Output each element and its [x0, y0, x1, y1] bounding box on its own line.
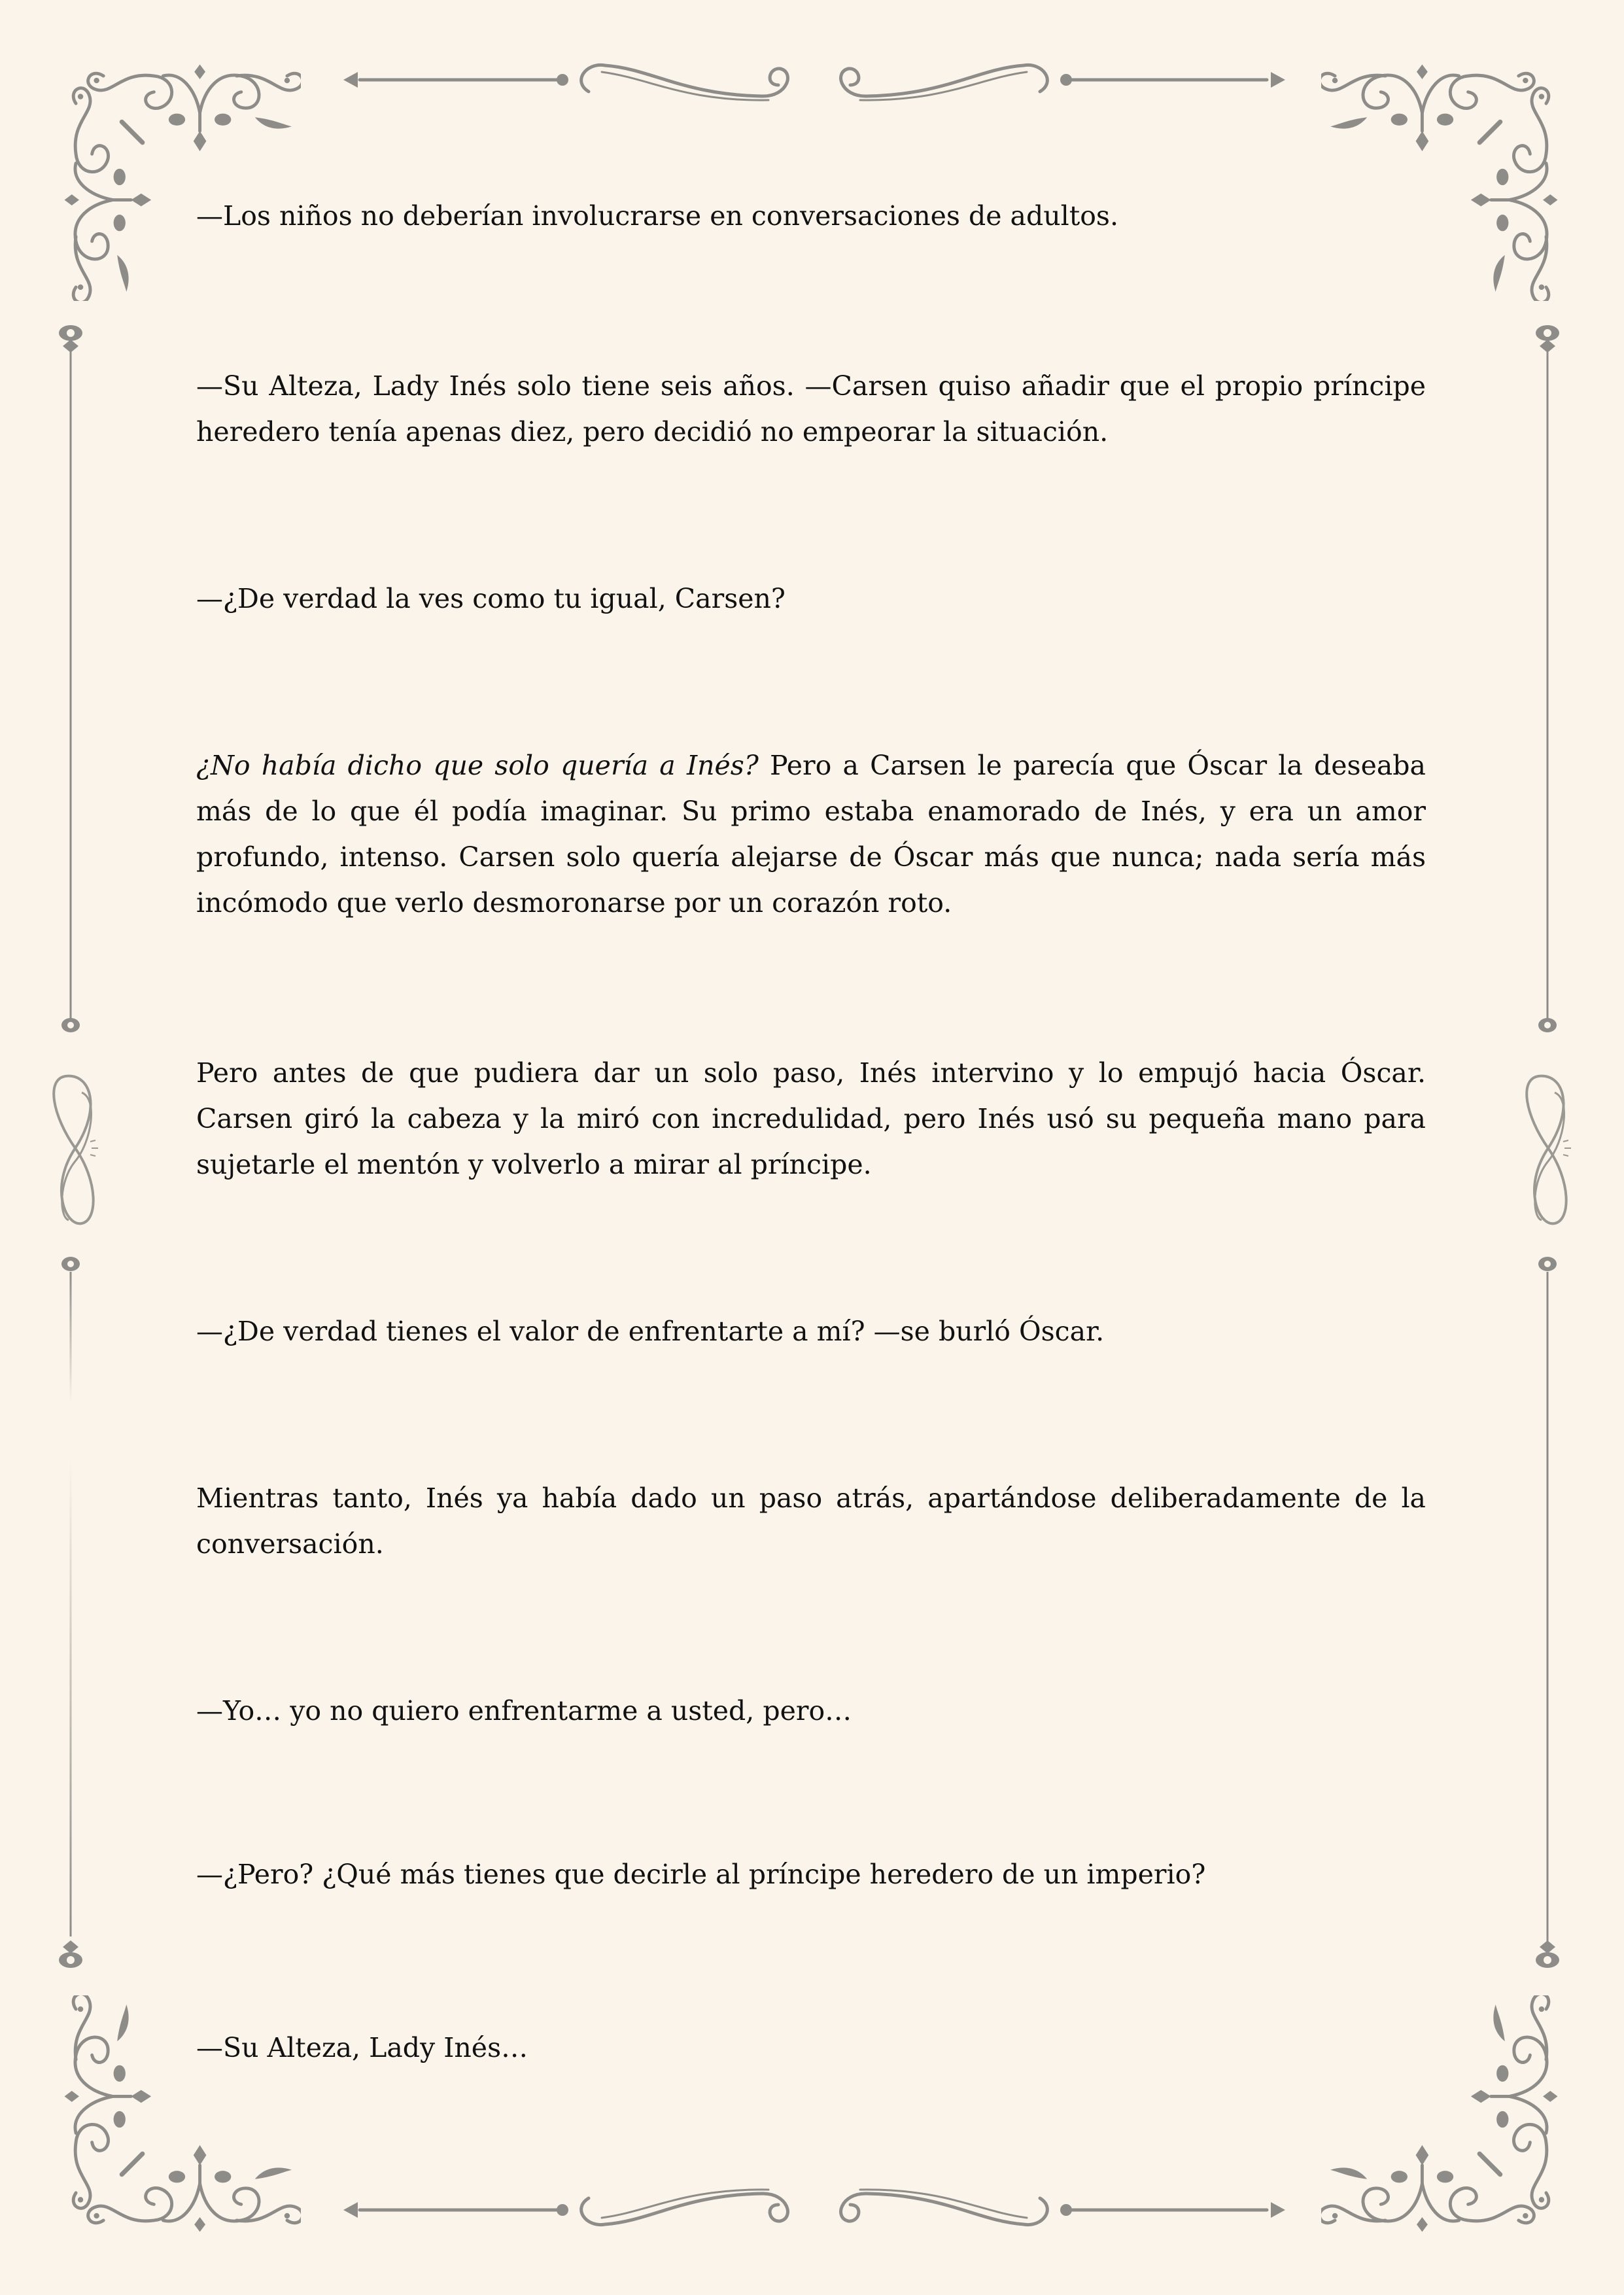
paragraph-text: Pero a Carsen le parecía que Óscar la deseaba más de lo que él podía imaginar. Su primo estaba enamorado de Inés, y era un amor profundo, intenso. Carsen solo quería alejarse de Óscar más que nunca; nada sería más incómodo que verlo desmoronarse por un corazón roto.: [196, 750, 1426, 919]
paragraph-3: [196, 576, 1426, 622]
paragraph-text: —Yo… yo no quiero enfrentarme a usted, pero…: [196, 1695, 852, 1726]
paragraph-1: [196, 193, 1426, 239]
corner-flourish-top-left-icon: [62, 62, 301, 301]
bottom-scroll-divider-icon: [343, 2185, 1285, 2234]
paragraph-7: [196, 1475, 1426, 1567]
paragraph-5: [196, 1050, 1426, 1187]
left-infinity-knot-icon: [46, 1070, 105, 1230]
paragraph-text: —¿De verdad la ves como tu igual, Carsen?: [196, 583, 786, 614]
corner-flourish-top-right-icon: [1321, 62, 1560, 301]
paragraph-text: Pero antes de que pudiera dar un solo paso, Inés intervino y lo empujó hacia Óscar. Carsen giró la cabeza y la miró con incredulidad, pero Inés usó su pequeña mano para sujetarle el mentón y volverlo a mirar al príncipe.: [196, 1057, 1426, 1180]
right-lower-rod-icon: [1534, 1256, 1561, 1969]
paragraph-text: —Su Alteza, Lady Inés…: [196, 2032, 528, 2063]
paragraph-10: [196, 2025, 1426, 2071]
paragraph-9: [196, 1851, 1426, 1897]
right-upper-rod-icon: [1534, 324, 1561, 1037]
inner-thought-italic: ¿No había dicho que solo quería a Inés?: [196, 750, 759, 781]
right-infinity-knot-icon: [1519, 1070, 1578, 1230]
paragraph-text: —Su Alteza, Lady Inés solo tiene seis años. —Carsen quiso añadir que el propio príncipe heredero tenía apenas diez, pero decidió no empeorar la situación.: [196, 370, 1426, 447]
left-upper-rod-icon: [58, 324, 84, 1037]
top-scroll-divider-icon: [343, 56, 1285, 105]
paragraph-4: [196, 743, 1426, 926]
left-lower-rod-icon: [58, 1256, 84, 1969]
paragraph-text: —Los niños no deberían involucrarse en conversaciones de adultos.: [196, 200, 1118, 232]
paragraph-2: [196, 363, 1426, 455]
paragraph-8: [196, 1688, 1426, 1734]
paragraph-text: —¿De verdad tienes el valor de enfrentarte a mí? —se burló Óscar.: [196, 1316, 1105, 1347]
paragraph-6: [196, 1308, 1426, 1354]
paragraph-text: —¿Pero? ¿Qué más tienes que decirle al príncipe heredero de un imperio?: [196, 1859, 1206, 1890]
paragraph-text: Mientras tanto, Inés ya había dado un paso atrás, apartándose deliberadamente de la conversación.: [196, 1482, 1426, 1560]
